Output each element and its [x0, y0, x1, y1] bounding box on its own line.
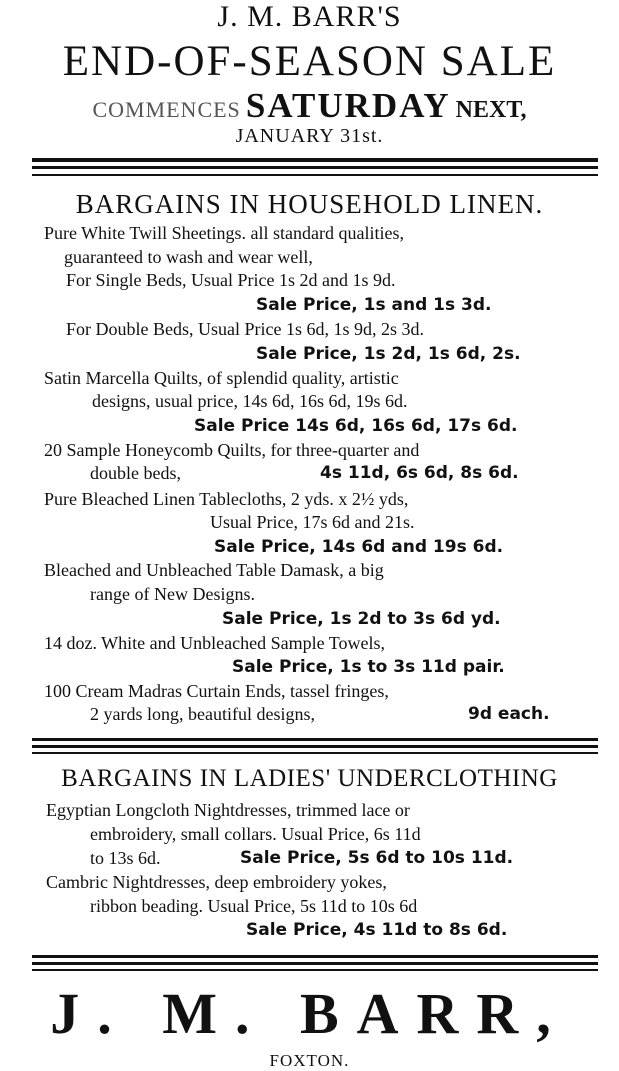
divider-top-3: [32, 174, 598, 176]
list-item: 2 yards long, beautiful designs,: [90, 704, 315, 724]
list-item: Pure White Twill Sheetings. all standard qualities,: [44, 223, 405, 243]
sale-price: Sale Price, 5s 6d to 10s 11d.: [240, 848, 514, 868]
sale-price: Sale Price, 14s 6d and 19s 6d.: [214, 537, 504, 557]
list-item: ribbon beading. Usual Price, 5s 11d to 10s 6d: [90, 896, 418, 916]
advertiser-name: J. M. BARR'S: [217, 0, 402, 33]
sale-price: Sale Price, 1s to 3s 11d pair.: [232, 657, 505, 677]
list-item: designs, usual price, 14s 6d, 16s 6d, 19s 6d.: [92, 391, 408, 411]
list-item: Usual Price, 17s 6d and 21s.: [210, 512, 415, 532]
footer-name: J. M. BARR,: [50, 981, 569, 1046]
list-item: Cambric Nightdresses, deep embroidery yokes,: [46, 872, 387, 892]
commences-text: COMMENCES: [92, 97, 241, 122]
divider-bottom-2: [32, 962, 598, 965]
sale-price: Sale Price 14s 6d, 16s 6d, 17s 6d.: [194, 416, 518, 436]
headline: END-OF-SEASON SALE: [62, 38, 557, 85]
divider-top-1: [32, 158, 598, 162]
list-item: guaranteed to wash and wear well,: [64, 247, 313, 267]
sale-date: JANUARY 31st.: [235, 125, 384, 147]
list-item: 20 Sample Honeycomb Quilts, for three-quarter and: [44, 440, 420, 460]
sale-price: Sale Price, 1s 2d, 1s 6d, 2s.: [256, 344, 521, 364]
day-text: SATURDAY: [245, 86, 451, 125]
sale-price: 9d each.: [468, 704, 550, 724]
divider-top-2: [32, 166, 598, 169]
list-item: range of New Designs.: [90, 584, 255, 604]
list-item: Egyptian Longcloth Nightdresses, trimmed lace or: [46, 800, 410, 820]
list-item: Pure Bleached Linen Tablecloths, 2 yds. x 2½ yds,: [44, 489, 409, 509]
list-item: Bleached and Unbleached Table Damask, a big: [44, 560, 384, 580]
section-title-linen: BARGAINS IN HOUSEHOLD LINEN.: [75, 189, 544, 219]
list-item: Satin Marcella Quilts, of splendid quality, artistic: [44, 368, 399, 388]
list-item: double beds,: [90, 463, 181, 483]
list-item: For Single Beds, Usual Price 1s 2d and 1s 9d.: [66, 270, 396, 290]
commences-line: [0, 86, 619, 125]
sale-price: 4s 11d, 6s 6d, 8s 6d.: [320, 463, 519, 483]
footer-town: FOXTON.: [269, 1051, 350, 1070]
list-item: embroidery, small collars. Usual Price, 6s 11d: [90, 824, 421, 844]
divider-mid-1: [32, 738, 598, 741]
divider-mid-2: [32, 745, 598, 748]
divider-bottom-1: [32, 955, 598, 958]
sale-price: Sale Price, 1s 2d to 3s 6d yd.: [222, 609, 501, 629]
list-item: to 13s 6d.: [90, 848, 161, 868]
list-item: 100 Cream Madras Curtain Ends, tassel fringes,: [44, 681, 389, 701]
divider-bottom-3: [32, 969, 598, 971]
next-text: NEXT,: [455, 97, 527, 123]
divider-mid-3: [32, 752, 598, 754]
section-title-underclothing: BARGAINS IN LADIES' UNDERCLOTHING: [61, 765, 558, 792]
sale-price: Sale Price, 1s and 1s 3d.: [256, 295, 492, 315]
list-item: 14 doz. White and Unbleached Sample Towels,: [44, 633, 385, 653]
sale-price: Sale Price, 4s 11d to 8s 6d.: [246, 920, 508, 940]
list-item: For Double Beds, Usual Price 1s 6d, 1s 9d, 2s 3d.: [66, 319, 424, 339]
